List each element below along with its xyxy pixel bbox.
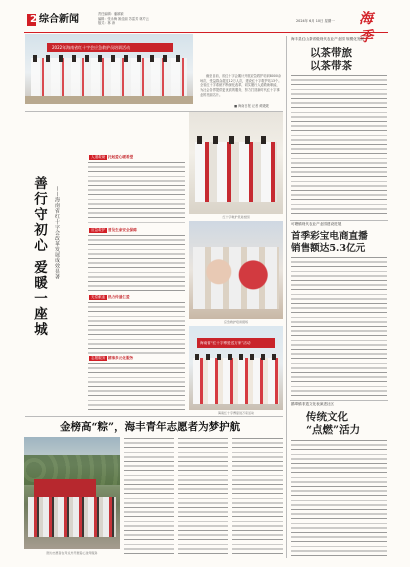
page-number: 2 [30, 14, 37, 25]
title-line: 以茶带茶 [310, 60, 352, 72]
bottom-text-col-1 [124, 438, 174, 556]
masthead-logo: 海 季 [359, 11, 373, 45]
hero-heads [33, 55, 185, 62]
section-label: 应急救护 [91, 228, 106, 232]
right-story-1-title [310, 47, 352, 73]
title-line: 传统文化 [306, 411, 348, 423]
vertical-title [30, 176, 52, 406]
byline: ■ 海南日报 记者 黄媛媛 [234, 104, 269, 108]
main-bottom-divider [25, 416, 283, 417]
editor-line: 编辑：张永梅 姚佳丽 苏雷芳 林芹云 [98, 16, 149, 21]
column-separator [286, 36, 287, 558]
photo-heads [195, 354, 279, 360]
right-story-2-title [291, 231, 368, 255]
photo-tent [34, 479, 96, 497]
right-story-3-body [291, 440, 387, 558]
story-photo-2 [189, 221, 283, 319]
story-photo-1 [189, 112, 283, 214]
right-divider [290, 220, 388, 221]
editor-line: 责任编辑：潘颖颖 [98, 12, 124, 16]
bottom-photo [24, 437, 120, 549]
title-line: 首季彩宝电商直播 [291, 231, 368, 242]
editor-lines [98, 12, 218, 26]
story-photo-3 [189, 326, 283, 410]
section-heading: 普及生命安全保障 [108, 228, 137, 232]
right-story-1-body [291, 75, 387, 217]
editor-line: 版式：林 涛 [98, 21, 115, 26]
right-story-1-kicker: 海丰县红山茶省级现代农业产业园 规模化发展 [291, 37, 365, 41]
right-divider [290, 400, 388, 401]
section-label: 无偿献血 [91, 295, 106, 299]
section-label: 志愿服务 [91, 356, 106, 360]
section-heading: 托起爱心暖希望 [108, 155, 134, 159]
photo-heads [197, 136, 277, 144]
title-line: 销售额达5.3亿元 [291, 243, 366, 254]
bottom-text-col-2 [178, 438, 228, 556]
bottom-text-col-3 [232, 438, 283, 556]
section-body-2 [88, 235, 185, 293]
bottom-headline: 金榜高“粽”，海丰青年志愿者为梦护航 [60, 421, 241, 433]
photo-figures [193, 358, 279, 404]
section-body-3 [88, 302, 185, 354]
intro-paragraph: 截至目前，省红十字会累计开展应急救护培训8000余场次，受益群众超过12万人次，建设红十字救护站13个。全省红十字系统不断深化改革，切实履行人道救助职能，为社会各界提供更优质的服务，努力打造新时代红十字事业的亮丽名片。 [200, 74, 282, 97]
section-body-1 [88, 162, 185, 226]
photo-caption: 红十字救护员进校园 [222, 215, 250, 219]
bottom-photo-caption: 图为志愿者在考点外开展爱心送考服务 [46, 551, 98, 555]
vertical-subtitle [53, 186, 65, 386]
section-heading: 热力传递仁爱 [108, 295, 130, 299]
issue-date: 2024年 6月 10日 星期一 [296, 19, 335, 23]
section-title: 综合新闻 [39, 14, 79, 25]
photo-caption: 海南红十字博爱进万家活动 [217, 411, 254, 415]
section-label: 人道救助 [91, 155, 106, 159]
photo-figures [193, 247, 279, 309]
section-body-4 [88, 363, 185, 411]
photo-caption: 应急救护培训现场 [223, 320, 248, 324]
photo-figures [195, 142, 277, 202]
title-line: “点燃”活力 [306, 424, 361, 436]
right-story-2-body [291, 257, 387, 397]
intro-text [200, 74, 282, 108]
section-heading: 精准多元化服务 [108, 356, 134, 360]
title-line: 以茶带旅 [310, 47, 352, 59]
hero-floor [25, 96, 193, 104]
hero-photo [25, 34, 193, 104]
photo-banner-text: 海南省“红十字博爱送万家”活动 [200, 341, 251, 345]
hero-people [31, 58, 187, 98]
vertical-title-text: 善行守初心 爱暖一座城 [31, 176, 47, 338]
right-story-3-kicker: 鹅埠镇非遗文化表演进社区 [291, 402, 335, 406]
hero-banner-text: 2022年海南省红十字会应急救护员培训活动 [52, 45, 131, 50]
right-story-2-kicker: 可塘镇现代农业产业园建设进展 [291, 222, 342, 226]
vertical-subtitle-text: ——海南省红十字会改革发展成效显著 [54, 186, 60, 280]
photo-crowd [28, 497, 116, 537]
right-story-3-title [306, 411, 360, 437]
